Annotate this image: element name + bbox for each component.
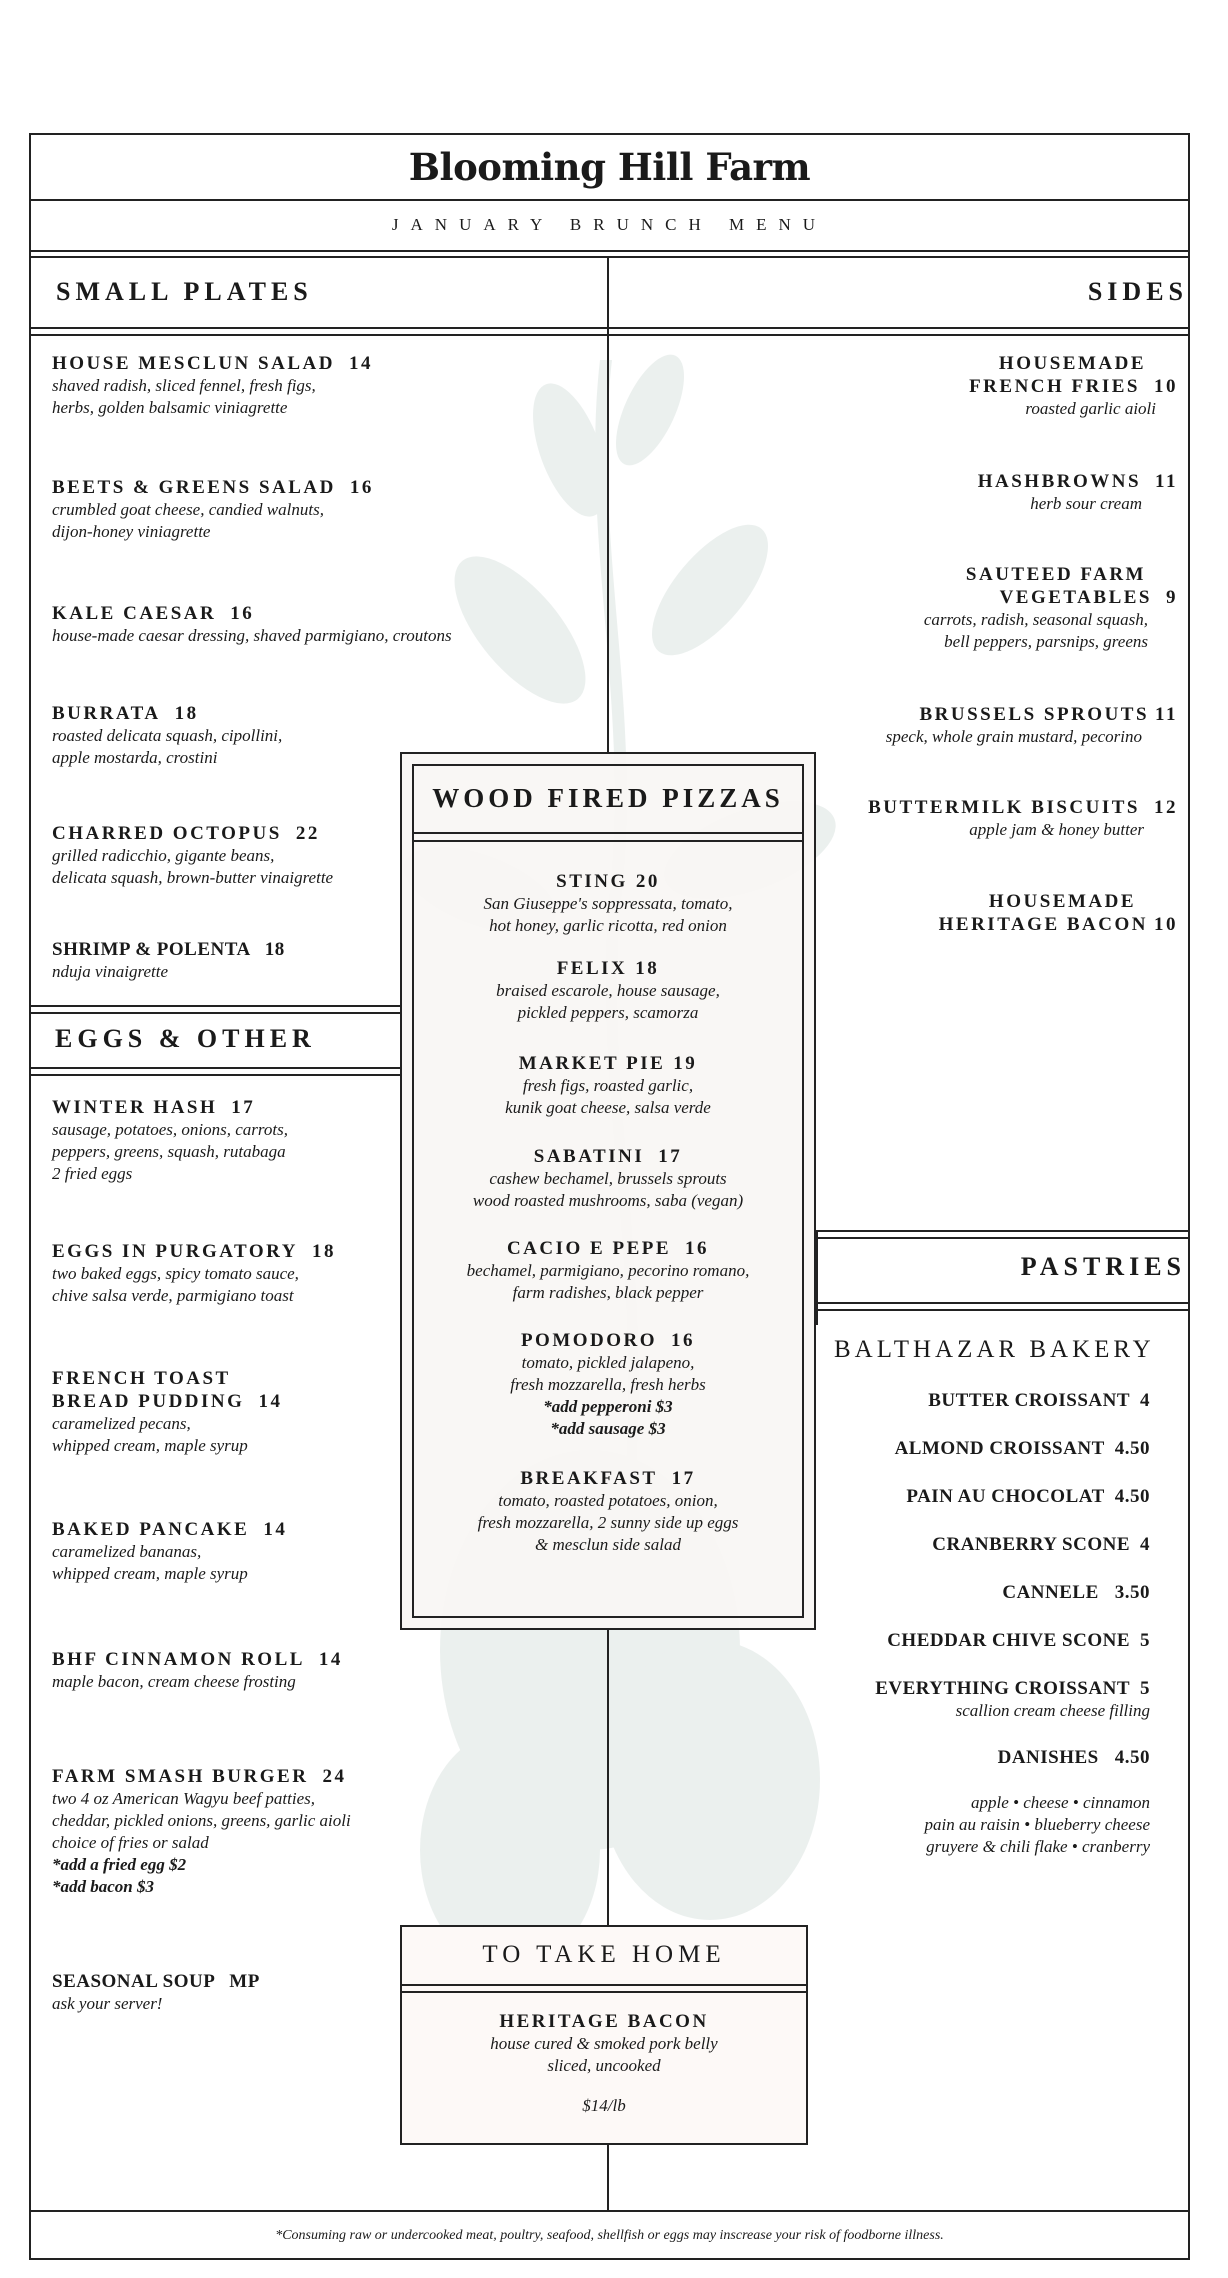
heading-take-home: TO TAKE HOME [482,1941,726,1968]
menu-item-winter-hash: WINTER HASH 17 sausage, potatoes, onions, carrots, peppers, greens, squash, rutabaga 2 fried eggs [52,1097,288,1183]
rule-pastries-a [816,1230,1190,1232]
menu-item-bhf-cinnamon-roll: BHF CINNAMON ROLL 14 maple bacon, cream cheese frosting [52,1649,343,1691]
center-divider-bottom [607,2145,609,2212]
pastry-butter-croissant: BUTTER CROISSANT 4 [928,1390,1150,1411]
pastry-cranberry-scone: CRANBERRY SCONE 4 [932,1534,1150,1555]
heading-small-plates: SMALL PLATES [56,277,313,306]
pizza-sting: STING 20 San Giuseppe's soppressata, tomato, hot honey, garlic ricotta, red onion [483,871,733,935]
rule-pizza-b [412,840,804,842]
rule-subtitle-a [29,250,1190,252]
pastry-cheddar-chive-scone: CHEDDAR CHIVE SCONE 5 [887,1630,1150,1651]
rule-pastries-d [816,1309,1190,1311]
menu-item-charred-octopus: CHARRED OCTOPUS 22 grilled radicchio, gigante beans, delicata squash, brown-butter vinaigrette [52,823,334,887]
rule-pizza-a [412,832,804,834]
menu-item-hashbrowns: HASHBROWNS 11 herb sour cream [977,471,1178,513]
rule-pastries-b [816,1237,1190,1239]
menu-item-sauteed-farm-vegetables: SAUTEED FARM VEGETABLES 9 carrots, radish, seasonal squash, bell peppers, parsnips, greens [923,564,1178,651]
menu-item-housemade-french-fries: HOUSEMADE FRENCH FRIES 10 roasted garlic aioli [969,353,1178,418]
heading-sides: SIDES [1087,277,1188,306]
center-divider-mid [607,1630,609,1925]
rule-eggs-d [29,1074,400,1076]
pizza-pomodoro: POMODORO 16 tomato, pickled jalapeno, fresh mozzarella, fresh herbs *add pepperoni $3 *add sausage $3 [510,1330,706,1438]
menu-item-burrata: BURRATA 18 roasted delicata squash, cipollini, apple mostarda, crostini [52,703,283,767]
menu-item-kale-caesar: KALE CAESAR 16 house-made caesar dressing, shaved parmigiano, croutons [52,603,452,645]
menu-item-beets-greens-salad: BEETS & GREENS SALAD 16 crumbled goat cheese, candied walnuts, dijon-honey viniagrette [52,477,374,541]
take-home-heritage-bacon: HERITAGE BACON house cured & smoked pork belly sliced, uncooked $14/lb [490,2011,718,2115]
center-divider-top [607,256,609,752]
menu-item-brussels-sprouts: BRUSSELS SPROUTS 11 speck, whole grain mustard, pecorino [885,704,1178,746]
danish-flavors: apple • cheese • cinnamon pain au raisin • blueberry cheese gruyere & chili flake • cranberry [924,1793,1150,1856]
menu-item-buttermilk-biscuits: BUTTERMILK BISCUITS 12 apple jam & honey butter [868,797,1178,839]
heading-eggs-other: EGGS & OTHER [55,1024,316,1053]
pizza-market-pie: MARKET PIE 19 fresh figs, roasted garlic, kunik goat cheese, salsa verde [505,1053,711,1117]
pastry-almond-croissant: ALMOND CROISSANT 4.50 [894,1438,1150,1459]
foodborne-illness-disclaimer: *Consuming raw or undercooked meat, poultry, seafood, shellfish or eggs may inscrease your risk of foodborne illness. [275,2228,944,2243]
rule-eggs-c [29,1067,400,1069]
pizza-breakfast: BREAKFAST 17 tomato, roasted potatoes, onion, fresh mozzarella, 2 sunny side up eggs & mesclun side salad [477,1468,739,1554]
rule-pastries-c [816,1302,1190,1304]
rule-section-a [29,327,1190,329]
bakery-name: BALTHAZAR BAKERY [834,1336,1155,1363]
pizza-felix: FELIX 18 braised escarole, house sausage, pickled peppers, scamorza [496,958,720,1022]
rule-subtitle-b [29,256,1190,258]
pastry-cannele: CANNELE 3.50 [1002,1582,1150,1603]
rule-eggs-b [29,1012,400,1014]
pizza-sabatini: SABATINI 17 cashew bechamel, brussels sprouts wood roasted mushrooms, saba (vegan) [472,1146,744,1210]
menu-item-seasonal-soup: SEASONAL SOUP MP ask your server! [52,1971,260,2013]
menu-subtitle: JANUARY BRUNCH MENU [391,215,828,234]
menu-item-housemade-heritage-bacon: HOUSEMADE HERITAGE BACON 10 [938,891,1178,935]
pastry-pain-au-chocolat: PAIN AU CHOCOLAT 4.50 [906,1486,1150,1507]
menu-item-eggs-in-purgatory: EGGS IN PURGATORY 18 two baked eggs, spicy tomato sauce, chive salsa verde, parmigiano toast [52,1241,336,1305]
rule-home-b [400,1991,808,1993]
menu-item-farm-smash-burger: FARM SMASH BURGER 24 two 4 oz American Wagyu beef patties, cheddar, pickled onions, greens, garlic aioli choice of fries or salad *add a fried egg $2 *add bacon $3 [52,1766,351,1896]
menu-item-french-toast-bread-pudding: FRENCH TOAST BREAD PUDDING 14 caramelized pecans, whipped cream, maple syrup [52,1368,283,1455]
heading-pastries: PASTRIES [1020,1252,1186,1281]
menu-item-house-mesclun-salad: HOUSE MESCLUN SALAD 14 shaved radish, sliced fennel, fresh figs, herbs, golden balsamic viniagrette [52,353,373,417]
rule-section-b [29,334,1190,336]
heading-wood-fired-pizzas: WOOD FIRED PIZZAS [432,782,784,813]
rule-eggs-a [29,1005,400,1007]
menu-item-baked-pancake: BAKED PANCAKE 14 caramelized bananas, whipped cream, maple syrup [52,1519,288,1583]
pastry-danishes: DANISHES 4.50 [997,1747,1150,1768]
menu-item-shrimp-polenta: SHRIMP & POLENTA 18 nduja vinaigrette [52,939,285,981]
pastry-everything-croissant: EVERYTHING CROISSANT 5 scallion cream cheese filling [875,1678,1150,1720]
restaurant-title: Blooming Hill Farm [408,144,811,189]
pizza-cacio-e-pepe: CACIO E PEPE 16 bechamel, parmigiano, pecorino romano, farm radishes, black pepper [466,1238,750,1302]
